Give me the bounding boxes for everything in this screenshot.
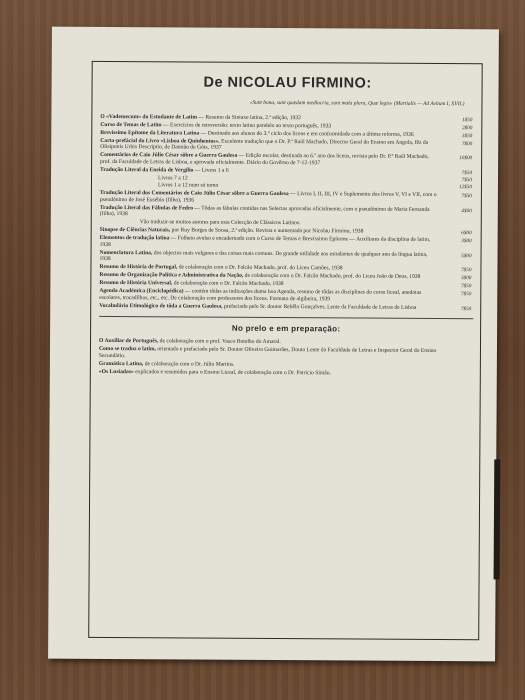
work-title: O Auxiliar de Português,	[98, 338, 159, 345]
work-price: 7$50	[460, 305, 472, 312]
bibliography-frame	[88, 61, 483, 640]
work-title: Sinopse de Ciências Naturais,	[99, 227, 171, 234]
work-price: 7$50	[460, 283, 472, 290]
work-description: de colaboração com o Dr. Júlio Martins.	[143, 360, 235, 368]
work-description: — Exercícios de retroversão: texto latino paralelo ao texto português, 1933	[161, 122, 332, 130]
press-heading: No prelo e em preparação:	[231, 324, 341, 334]
work-description: explicados e resumidos para o Ensino Liceal, de colaboração com o Dr. Patrício Simão.	[133, 368, 331, 377]
work-title: Tradução Literal dos Comentários de Caio Júlio César sôbre a Guerra Gaulesa	[99, 190, 289, 198]
work-price: 7$50	[461, 170, 473, 177]
work-title: «Os Lusíadas»	[98, 368, 134, 375]
work-title: Resumo de História Universal,	[99, 280, 173, 287]
book-back-cover	[48, 27, 499, 662]
binding-tab	[494, 459, 501, 579]
work-price: 3$50	[461, 132, 473, 139]
work-entry	[100, 235, 474, 251]
work-description: — Edição escolar, destinada ao 6.º ano dos liceus, revista pelo Dr. P.ª Raúl Machado, prof. da Faculdade de Letras de Lisboa, e aprovada oficialmente. Diário do Govêrno de 7-12-1937	[100, 153, 429, 167]
volume-price: 7$50	[461, 176, 473, 183]
work-entry	[99, 346, 473, 362]
work-price: 5$00	[461, 252, 472, 259]
works-list	[100, 114, 474, 176]
work-entry	[100, 138, 474, 154]
work-description: — Tôdas as fábulas contidas nas Selectas aprovadas oficialmente, com o pseudónimo de Maria Fernanda (filha), 1938	[99, 205, 430, 218]
work-price: 7$00	[461, 140, 473, 147]
work-description: de colaboração com o prof. Vasco Botelho do Amaral.	[158, 338, 281, 346]
work-description: Vão traduzir-se muitos autores para esta Colecção de Clássicos Latinos.	[139, 219, 301, 227]
work-price: 7$50	[460, 291, 472, 298]
work-entry	[100, 205, 474, 221]
work-title: Brevíssimo Epítome da Literatura Latina	[100, 129, 200, 137]
work-description: — Livros I, II, III, IV e Suplemento dos livros V, VI e VII, com o pseudónimo de José Eusébio (filho), 1936	[99, 191, 437, 204]
work-price: 7$50	[461, 193, 472, 200]
work-price: 7$50	[461, 267, 472, 274]
work-entry	[99, 250, 473, 266]
work-title: Agenda Académica (Enciclopédica)	[99, 287, 184, 295]
work-description: por Ruy Borges de Sousa, 2.ª edição. Revista e aumentada por Nicolau Firmino, 1938	[170, 227, 364, 235]
work-price: 1$50	[461, 117, 473, 124]
work-description: — Folheto avulso e encadernado com o Curso de Temas e Brevíssimo Epítome — Auxiliares da disciplina de latim, 1938	[99, 235, 431, 248]
work-entry	[99, 288, 473, 304]
work-description: dos objectos mais vulgares e das coisas mais comuns. De grande utilidade aos estudantes de qualquer ano da língua latina, 1938	[99, 249, 428, 263]
author-heading: De NICOLAU FIRMINO:	[203, 74, 372, 92]
work-description: orientado e prefaciado pelo Sr. Doutor Oliveira Guimarães, Douto Lente da Faculdade de Letras e Inspector Geral do Ensino Secundário.	[98, 346, 437, 359]
volume-price: 12$50	[458, 184, 472, 191]
work-entry	[100, 190, 474, 206]
work-title: Tradução Literal da Eneida de Vergílio	[100, 166, 194, 174]
work-price: 6$00	[461, 230, 472, 237]
work-title: Resumo de História de Portugal,	[99, 264, 178, 271]
epigraph: «Sunt bona, sunt quædam mediocria, sunt mala plura, Quæ legis» (Martialis — Ad Avitum I, XVII.)	[249, 99, 465, 108]
volume-label: Livros 1 a 12 num só tomo	[157, 182, 219, 190]
work-title: Nomenclatura Latina,	[99, 249, 153, 256]
work-price: 10$00	[459, 155, 473, 162]
work-title: Comentários de Caio Júlio César sôbre a Guerra Gaulesa	[100, 152, 238, 160]
work-title: Como se traduz o latim,	[98, 346, 157, 353]
work-description: Excelente tradução que o Dr. P.ª Raúl Machado, Director Geral do Ensino em Angola, fêz da Olisiponis Urbis Descriptio, de Damião de Góis, 1937	[100, 138, 429, 152]
work-title: Curso de Temas de Latim	[100, 121, 162, 129]
work-title: Gramática Latina,	[98, 360, 144, 367]
work-description: — contém tôdas as indicações duma boa Agenda, resumo de tôdas as disciplinas do curso liceal, anedotas escolares, trocadilhos, etc., etc. De colaboração com professores dos liceus. Formato de algibeira, 1939	[99, 288, 422, 303]
work-description: de colaboração com o Dr. Falcão Machado, 1938	[172, 280, 284, 288]
volume-label: Livros 7 a 12	[157, 175, 188, 182]
work-price: 3$00	[461, 238, 472, 245]
works-list-continued	[99, 190, 474, 311]
work-title: Carta-prefácial do Livro «Lisboa de Quinhentos».	[100, 137, 220, 145]
work-price: 2$00	[461, 125, 473, 132]
work-title: Resumo de Organização Política e Administrativa da Nação,	[99, 272, 244, 280]
work-title: Vocabulário Etimológico de tôda a Guerra Gaulesa,	[99, 302, 223, 310]
work-description: de colaboração com o Dr. Falcão Machado, prof. do Liceu João de Deus, 1938	[243, 273, 421, 281]
forthcoming-list	[99, 338, 473, 377]
work-description: — Resumo da Sintaxe latina, 2.ª edição, 1932	[196, 114, 301, 122]
work-entry	[100, 152, 474, 168]
work-description: — Destinado aos alunos do 3.º ciclo dos liceus e em conformidade com a última reforma, 1936	[199, 130, 414, 138]
work-entry	[99, 369, 473, 378]
work-price: 3$00	[461, 275, 472, 282]
work-title: O «Vademecum» do Estudante de Latim	[100, 113, 198, 121]
work-description: — Livros 1 a 6	[193, 167, 229, 174]
section-divider	[99, 316, 473, 319]
work-price: 4$00	[461, 207, 472, 214]
work-description: de colaboração com o Dr. Falcão Machado, prof. do Liceu Camões, 1938	[177, 264, 343, 272]
work-description: prefaciado pelo Sr. doutor Rebêlo Gonçalves, Lente da Faculdade de Letras de Lisboa	[222, 303, 417, 311]
work-entry	[99, 303, 473, 312]
work-title: Elementos de tradução latina	[99, 235, 170, 242]
work-title: Tradução Literal das Fábulas de Fedro	[99, 204, 194, 212]
eneida-volumes	[100, 175, 474, 192]
